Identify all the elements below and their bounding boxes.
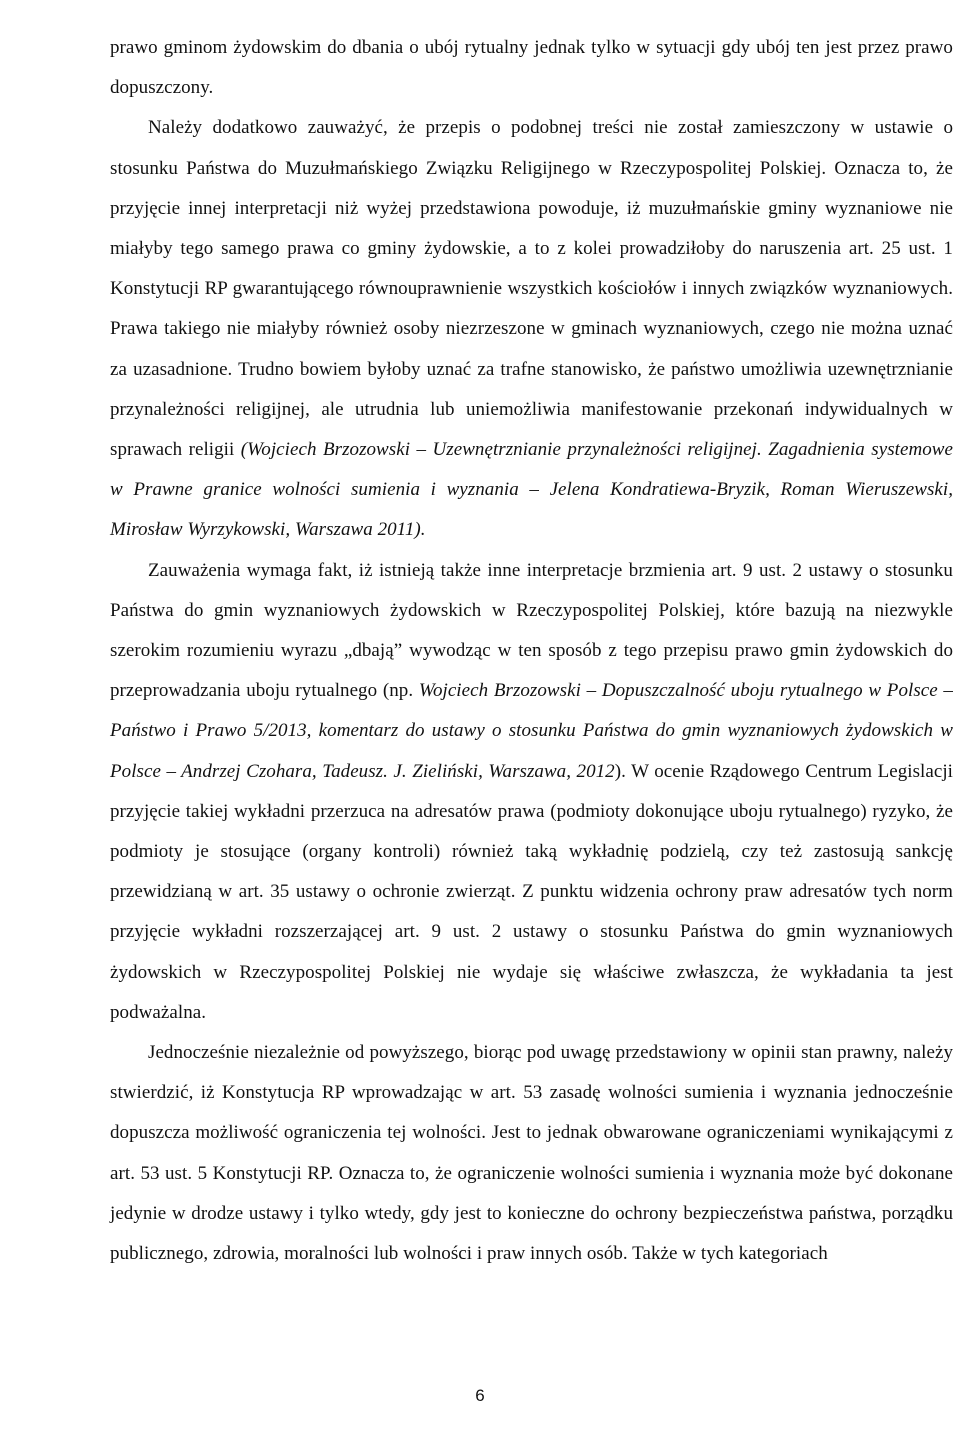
citation-text: (Wojciech Brzozowski – Uzewnętrznianie przynależności religijnej. Zagadnienia systemowe w Prawne granice wolności sumienia i wyznania – Jelena Kondratiewa-Bryzik, Roman Wieruszewski, Mirosław Wyrzykowski, Warszawa 2011).	[110, 439, 953, 541]
paragraph-continuation	[110, 28, 953, 108]
paragraph-constitution	[110, 1033, 953, 1274]
paragraph-muslim-communities	[110, 108, 953, 550]
paragraph-text: Jednocześnie niezależnie od powyższego, biorąc pod uwagę przedstawiony w opinii stan prawny, należy stwierdzić, iż Konstytucja RP wprowadzając w art. 53 zasadę wolności sumienia i wyznania jednocześnie dopuszcza możliwość ograniczenia tej wolności. Jest to jednak obwarowane ograniczeniami wynikającymi z art. 53 ust. 5 Konstytucji RP. Oznacza to, że ograniczenie wolności sumienia i wyznania może być dokonane jedynie w drodze ustawy i tylko wtedy, gdy jest to konieczne do ochrony bezpieczeństwa państwa, porządku publicznego, zdrowia, moralności lub wolności i praw innych osób. Także w tych kategoriach	[110, 1042, 953, 1265]
paragraph-text: Zauważenia wymaga fakt, iż istnieją także inne interpretacje brzmienia art. 9 ust. 2 ustawy o stosunku Państwa do gmin wyznaniowych żydowskich w Rzeczypospolitej Polskiej, które bazują na niezwykle szerokim rozumieniu wyrazu „dbają” wywodząc w ten sposób z tego przepisu prawo gmin żydowskich do przeprowadzania uboju rytualnego (np.	[110, 559, 953, 702]
paragraph-text: Należy dodatkowo zauważyć, że przepis o podobnej treści nie został zamieszczony w ustawie o stosunku Państwa do Muzułmańskiego Związku Religijnego w Rzeczypospolitej Polskiej. Oznacza to, że przyjęcie innej interpretacji niż wyżej przedstawiona powoduje, iż muzułmańskie gminy wyznaniowe nie miałyby tego samego prawa co gminy żydowskie, a to z kolei prowadziłoby do naruszenia art. 25 ust. 1 Konstytucji RP gwarantującego równouprawnienie wszystkich kościołów i innych związków wyznaniowych. Prawa takiego nie miałyby również osoby niezrzeszone w gminach wyznaniowych, czego nie można uznać za uzasadnione. Trudno bowiem byłoby uznać za trafne stanowisko, że państwo umożliwia uzewnętrznianie przynależności religijnej, ale utrudnia lub uniemożliwia manifestowanie przekonań indywidualnych w sprawach religii	[110, 117, 953, 461]
paragraph-other-interpretations	[110, 551, 953, 1033]
citation-text: Wojciech Brzozowski – Dopuszczalność uboju rytualnego w Polsce – Państwo i Prawo 5/2013, komentarz do ustawy o stosunku Państwa do gmin wyznaniowych żydowskich w Polsce – Andrzej Czohara, Tadeusz. J. Zieliński, Warszawa, 2012	[110, 680, 953, 782]
document-body	[110, 28, 953, 1274]
paragraph-text: ). W ocenie Rządowego Centrum Legislacji przyjęcie takiej wykładni przerzuca na adresatów prawa (podmioty dokonujące uboju rytualnego) ryzyko, że podmioty je stosujące (organy kontroli) również taką wykładnię podzielą, czy też zastosują sankcję przewidzianą w art. 35 ustawy o ochronie zwierząt. Z punktu widzenia ochrony praw adresatów tych norm przyjęcie wykładni rozszerzającej art. 9 ust. 2 ustawy o stosunku Państwa do gmin wyznaniowych żydowskich w Rzeczypospolitej Polskiej nie wydaje się właściwe zwłaszcza, że wykładania ta jest podważalna.	[110, 760, 953, 1023]
page-number: 6	[475, 1386, 485, 1405]
paragraph-text: prawo gminom żydowskim do dbania o ubój rytualny jednak tylko w sytuacji gdy ubój ten jest przez prawo dopuszczony.	[110, 37, 953, 99]
